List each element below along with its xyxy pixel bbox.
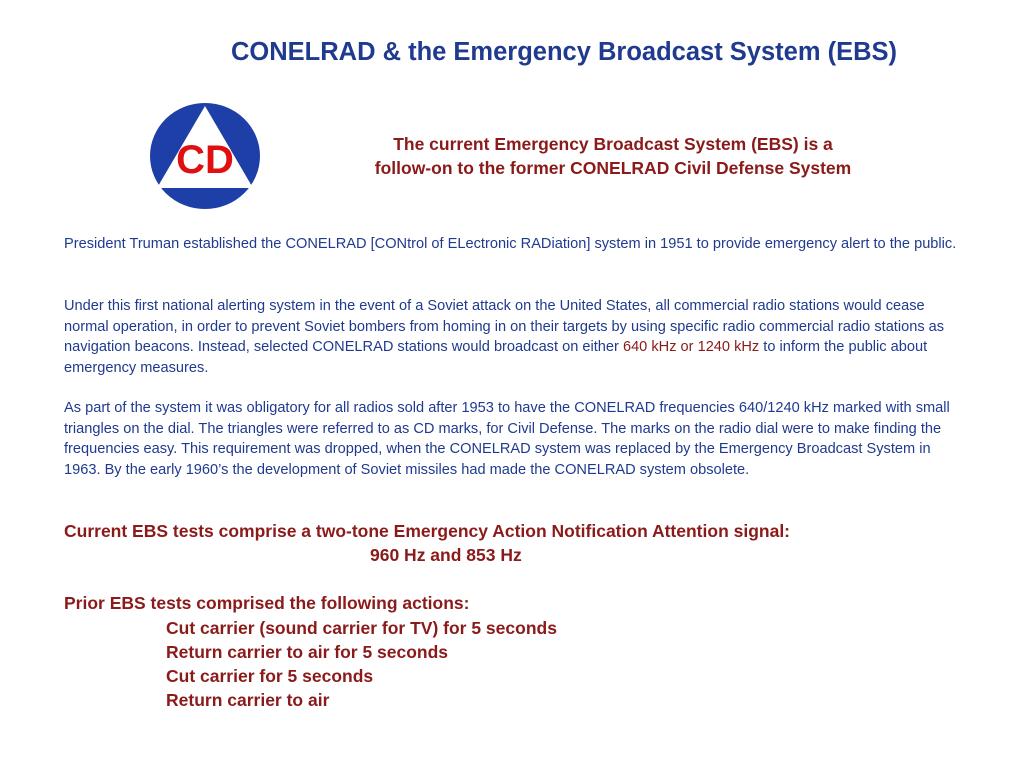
list-item: Cut carrier (sound carrier for TV) for 5 seconds — [166, 618, 557, 638]
list-item: Cut carrier for 5 seconds — [166, 666, 374, 686]
current-ebs-tests: Current EBS tests comprise a two-tone Emergency Action Notification Attention signal: — [64, 521, 791, 541]
page-title: CONELRAD & the Emergency Broadcast System (EBS) — [231, 38, 898, 66]
prior-ebs-actions-list — [166, 616, 557, 712]
paragraph-cd-marks: As part of the system it was obligatory for all radios sold after 1953 to have the CONELRAD frequencies 640/1240 kHz marked with small triangles on the dial. The triangles were referred to as CD marks, for Civil Defense. The marks on the radio dial were to make finding the frequencies easy. This requirement was dropped, when the CONELRAD system was replaced by the Emergency Broadcast System in 1963. By the early 1960’s the development of Soviet missiles had made the CONELRAD system obsolete. — [64, 400, 950, 478]
subtitle-line-1: The current Emergency Broadcast System (EBS) is a — [393, 134, 833, 154]
subtitle-line-2: follow-on to the former CONELRAD Civil Defense System — [374, 158, 852, 178]
list-item: Return carrier to air — [166, 690, 330, 710]
paragraph-alerting-system — [64, 296, 969, 378]
paragraph-truman: President Truman established the CONELRAD [CONtrol of ELectronic RADiation] system in 1951 to provide emergency alert to the public. — [64, 236, 957, 252]
civil-defense-logo-icon — [149, 102, 261, 210]
logo-cd-text: CD — [176, 138, 234, 182]
conelrad-frequencies: 640 kHz or 1240 kHz — [622, 339, 760, 355]
subtitle — [333, 132, 893, 180]
ebs-tone-frequencies: 960 Hz and 853 Hz — [370, 545, 522, 565]
paragraph-alerting-text-2: to inform the public about emergency measures. — [64, 339, 928, 376]
paragraph-alerting-text-1: Under this first national alerting system in the event of a Soviet attack on the United States, all commercial radio stations would cease normal operation, in order to prevent Soviet bombers from homing in on their targets by using specific radio commercial radio stations as navigation beacons. Instead, selected CONELRAD stations would broadcast on either — [64, 298, 945, 355]
prior-ebs-tests: Prior EBS tests comprised the following actions: — [64, 593, 470, 613]
list-item: Return carrier to air for 5 seconds — [166, 642, 449, 662]
